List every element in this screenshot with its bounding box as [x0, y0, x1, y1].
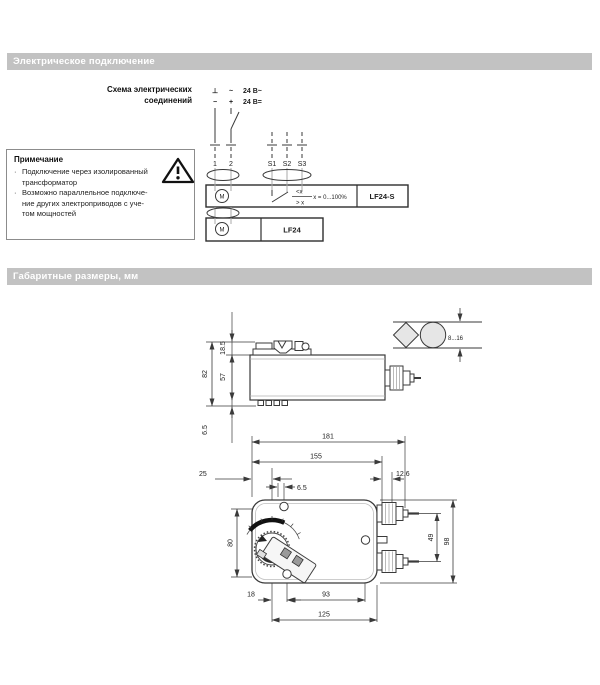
- dim-25: 25: [199, 471, 207, 478]
- model-label-lf24s: LF24-S: [369, 192, 395, 201]
- shaft-size-detail: [393, 308, 482, 362]
- dim-6-5-front: 6.5: [297, 485, 307, 492]
- bottom-tabs: [258, 401, 288, 406]
- position-indicator-hole: [280, 502, 288, 510]
- supply-label-dc: 24 В=: [243, 99, 262, 106]
- front-view-drawing: [199, 434, 457, 623]
- dim-shaft-range: 8...16: [448, 336, 464, 342]
- model-label-lf24: LF24: [283, 225, 301, 235]
- note-line: Подключение через изолированный: [22, 167, 148, 176]
- side-tab: [377, 537, 387, 544]
- dim-49: 49: [428, 533, 435, 542]
- switch-label-gt: > x: [296, 200, 305, 207]
- cable-gland-bottom: [377, 551, 419, 573]
- switch-label-lt: <x: [296, 189, 303, 196]
- motor-label: M: [219, 227, 225, 234]
- dim-125: 125: [318, 611, 330, 619]
- note-line: ние других электроприводов с уче-: [22, 198, 145, 208]
- dim-181: 181: [322, 433, 334, 441]
- terminal-symbol-ground: ⊥: [211, 88, 219, 95]
- bullet-marker: ·: [14, 167, 17, 176]
- section-header-electrical: Электрическое подключение: [7, 53, 592, 70]
- note-line: том мощностей: [22, 209, 77, 219]
- dim-6-5-top: 6.5: [202, 425, 209, 435]
- terminal-s2: S2: [282, 161, 292, 168]
- dim-98: 98: [444, 537, 451, 546]
- anti-rotation-hole: [283, 570, 291, 578]
- round-shaft-symbol: [420, 322, 445, 347]
- dim-18: 18: [247, 591, 255, 599]
- terminal-2: 2: [229, 161, 233, 168]
- cable-gland-side: [385, 366, 421, 390]
- dim-12-6: 12.6: [396, 471, 410, 478]
- schematic-label-line2: соединений: [144, 96, 192, 105]
- dim-18-5: 18.5: [220, 341, 227, 355]
- dim-82: 82: [202, 370, 209, 378]
- supply-label-ac: 24 В~: [243, 88, 262, 95]
- note-line: трансформатор: [22, 177, 78, 187]
- terminal-symbol-plus: +: [228, 99, 234, 106]
- side-hole: [361, 536, 369, 544]
- top-view-drawing: [202, 308, 482, 443]
- dim-93: 93: [322, 591, 330, 599]
- dim-80: 80: [227, 539, 235, 547]
- schematic-label-line1: Схема электрических: [106, 85, 192, 94]
- cable-gland-top: [377, 503, 419, 525]
- mounting-bracket: [253, 341, 311, 355]
- extension-lines: [206, 312, 256, 443]
- actuator-body-top: [250, 355, 385, 400]
- section-header-dimensions: Габаритные размеры, мм: [7, 268, 592, 285]
- note-title: Примечание: [14, 155, 64, 164]
- supply-wires: [210, 108, 307, 158]
- terminal-symbol-minus: −: [212, 99, 218, 106]
- dim-57: 57: [220, 373, 227, 381]
- range-label: x = 0...100%: [313, 195, 347, 201]
- dim-155: 155: [310, 453, 322, 461]
- note-line: Возможно параллельное подключе-: [22, 188, 148, 198]
- bullet-marker: ·: [14, 188, 17, 198]
- terminal-s3: S3: [297, 161, 307, 168]
- terminal-s1: S1: [267, 161, 277, 168]
- terminal-1: 1: [213, 161, 217, 168]
- motor-label: M: [219, 194, 225, 201]
- wiring-diagram: [206, 87, 408, 241]
- terminal-symbol-ac: ~: [228, 88, 234, 95]
- square-shaft-symbol: [394, 323, 419, 348]
